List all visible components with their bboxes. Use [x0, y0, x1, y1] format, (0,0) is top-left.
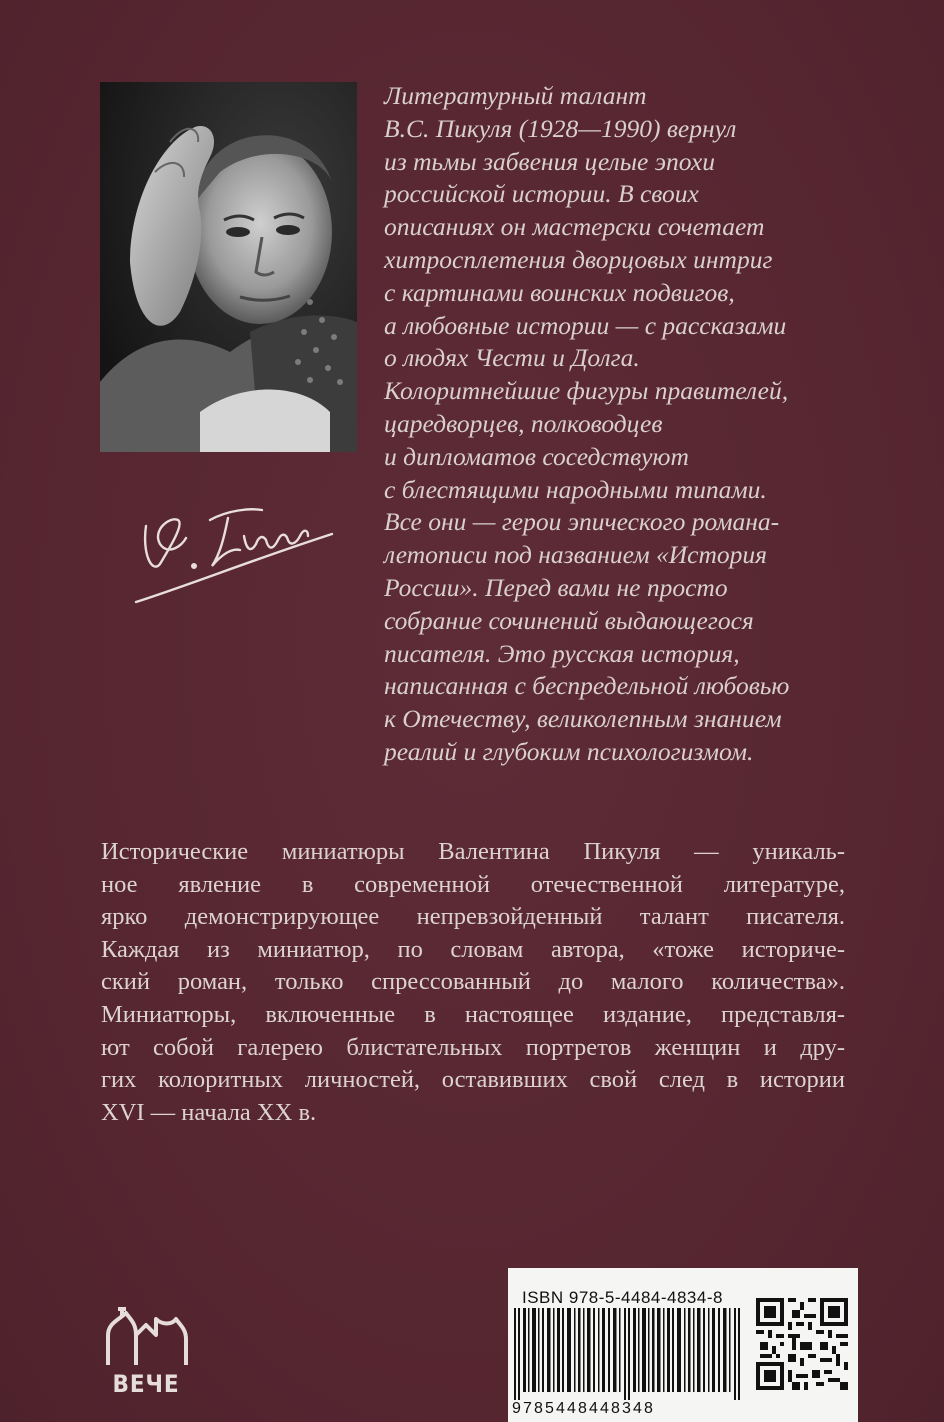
qr-code-icon — [756, 1298, 848, 1390]
description-line: ют собой галерею блистательных портретов женщин и дру- — [101, 1033, 845, 1061]
intro-line: российской истории. В своих — [384, 179, 699, 209]
barcode-digits: 9785448448348 — [512, 1400, 655, 1417]
publisher-name: ВЕЧЕ — [112, 1370, 180, 1398]
intro-line: собрание сочинений выдающегося — [384, 605, 754, 635]
intro-line: и дипломатов соседствуют — [384, 441, 689, 471]
portrait-image — [100, 82, 357, 452]
intro-line: летописи под названием «История — [384, 540, 768, 570]
description-line: ное явление в современной отечественной литературе, — [101, 870, 845, 898]
description-line: ярко демонстрирующее непревзойденный талант писателя. — [101, 903, 845, 931]
intro-line: России». Перед вами не просто — [384, 572, 728, 602]
description-line: гих колоритных личностей, оставивших свой след в истории — [101, 1066, 845, 1094]
intro-line: из тьмы забвения целые эпохи — [384, 146, 716, 176]
intro-line: хитросплетения дворцовых интриг — [384, 244, 773, 274]
miniatures-description — [101, 836, 845, 1129]
intro-line: написанная с беспредельной любовью — [384, 671, 790, 701]
intro-line: Все они — герои эпического романа- — [384, 507, 780, 537]
intro-line: описаниях он мастерски сочетает — [384, 212, 765, 242]
intro-line: Колоритнейшие фигуры правителей, — [384, 376, 789, 406]
description-line: Каждая из миниатюр, по словам автора, «тоже историче- — [101, 935, 845, 963]
author-intro-text — [384, 80, 864, 769]
intro-line: с блестящими народными типами. — [384, 474, 767, 504]
isbn-barcode-panel — [508, 1268, 858, 1422]
intro-line: а любовные истории — с рассказами — [384, 310, 787, 340]
description-line: XVI — начала XX в. — [101, 1098, 317, 1126]
author-signature — [132, 474, 342, 614]
barcode-icon — [514, 1308, 746, 1400]
description-line: ский роман, только спрессованный до малого количества». — [101, 968, 845, 996]
intro-line: Литературный талант — [384, 81, 647, 110]
intro-line: с картинами воинских подвигов, — [384, 277, 735, 307]
intro-line: реалий и глубоким психологизмом. — [384, 736, 754, 766]
intro-line: о людях Чести и Долга. — [384, 343, 640, 373]
description-line: Исторические миниатюры Валентина Пикуля — уникаль- — [101, 838, 845, 865]
intro-line: писателя. Это русская история, — [384, 638, 740, 668]
intro-line: к Отечеству, великолепным знанием — [384, 704, 782, 734]
intro-line: царедворцев, полководцев — [384, 408, 663, 438]
author-portrait-photo — [100, 82, 357, 452]
description-line: Миниатюры, включенные в настоящее издание, представля- — [101, 1000, 845, 1028]
intro-line: В.С. Пикуля (1928—1990) вернул — [384, 113, 737, 143]
isbn-label: ISBN 978-5-4484-4834-8 — [522, 1288, 723, 1307]
